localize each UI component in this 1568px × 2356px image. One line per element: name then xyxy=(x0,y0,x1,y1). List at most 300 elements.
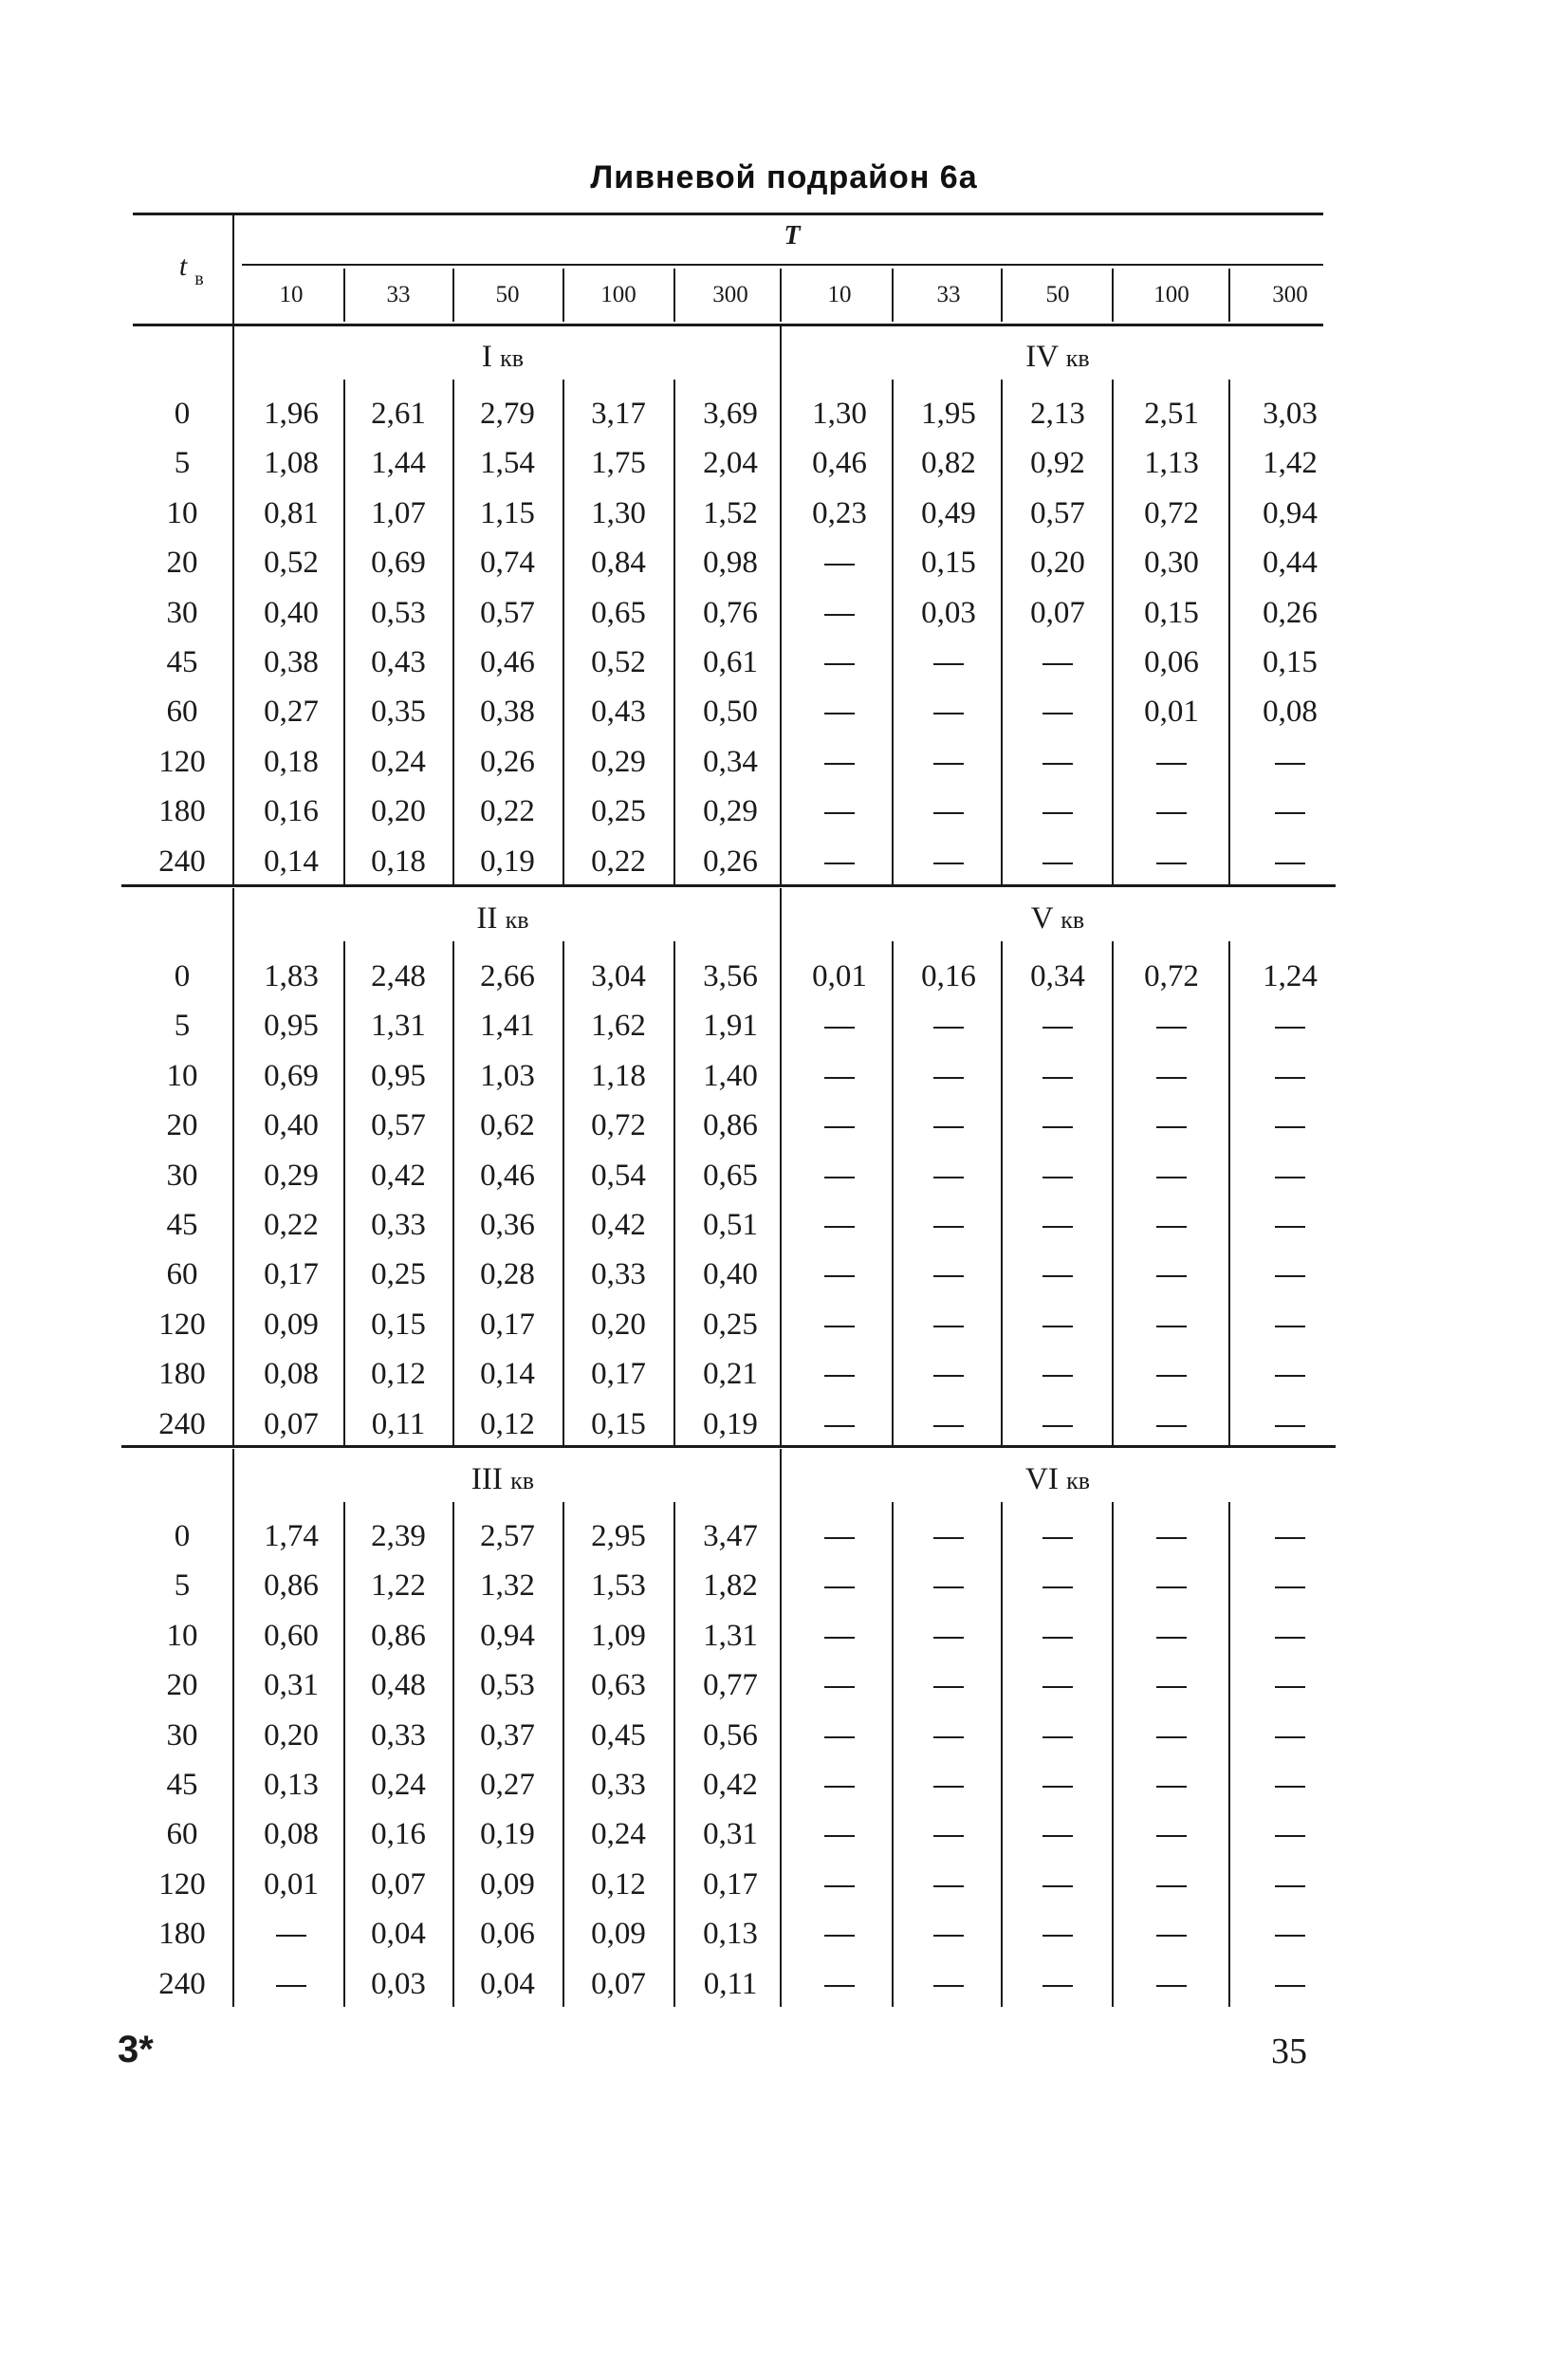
empty-dash xyxy=(1042,763,1073,765)
column-divider xyxy=(563,380,564,884)
empty-dash xyxy=(1042,863,1073,864)
section-right-unit: кв xyxy=(1061,906,1085,934)
empty-dash xyxy=(1042,1375,1073,1377)
empty-dash xyxy=(1156,1226,1187,1228)
header-col-divider xyxy=(1228,269,1230,322)
table-cell: 0,42 xyxy=(703,1768,758,1802)
table-cell: 3,17 xyxy=(591,397,646,431)
empty-dash xyxy=(1156,1027,1187,1029)
empty-dash xyxy=(1042,812,1073,814)
empty-dash xyxy=(1156,1177,1187,1178)
header-T-rule xyxy=(242,264,1323,266)
table-cell: 2,04 xyxy=(703,446,758,481)
empty-dash xyxy=(824,812,855,814)
table-cell: 0,11 xyxy=(703,1966,758,2001)
section-right-roman: VI xyxy=(1025,1462,1059,1496)
table-title: Ливневой подрайон 6а xyxy=(590,159,978,195)
table-cell: 0,22 xyxy=(264,1208,319,1242)
column-divider xyxy=(673,380,675,884)
table-cell: 0,06 xyxy=(480,1917,535,1952)
empty-dash xyxy=(1275,1885,1305,1887)
header-col-divider xyxy=(563,269,564,322)
table-cell: 0,92 xyxy=(1030,446,1085,481)
empty-dash xyxy=(1275,1935,1305,1937)
empty-dash xyxy=(1156,1637,1187,1639)
header-stub-divider xyxy=(232,214,234,324)
table-cell: 0,72 xyxy=(1144,959,1199,993)
table-cell: 0,13 xyxy=(264,1768,319,1802)
empty-dash xyxy=(1042,1226,1073,1228)
table-cell: 0,56 xyxy=(703,1717,758,1753)
empty-dash xyxy=(824,1326,855,1327)
table-cell: 0,20 xyxy=(1030,546,1085,581)
empty-dash xyxy=(933,1226,964,1228)
empty-dash xyxy=(933,1586,964,1588)
empty-dash xyxy=(1275,1686,1305,1688)
table-cell: 0,65 xyxy=(591,595,646,630)
table-cell: 0,09 xyxy=(480,1866,535,1901)
empty-dash xyxy=(1042,1985,1073,1987)
table-cell: 0,53 xyxy=(480,1668,535,1703)
table-cell: 0,72 xyxy=(591,1108,646,1143)
table-cell: 3,47 xyxy=(703,1519,758,1553)
table-cell: 0,33 xyxy=(371,1717,426,1753)
empty-dash xyxy=(824,1637,855,1639)
empty-dash xyxy=(1275,1537,1305,1539)
table-cell: 0,77 xyxy=(703,1668,758,1703)
table-cell: 1,74 xyxy=(264,1519,319,1553)
t-value-label: 10 xyxy=(166,1618,198,1653)
table-cell: 0,36 xyxy=(480,1208,535,1242)
table-cell: 0,17 xyxy=(591,1357,646,1392)
empty-dash xyxy=(933,1027,964,1029)
table-cell: 0,26 xyxy=(1263,595,1318,630)
table-cell: 0,26 xyxy=(480,744,535,779)
table-cell: 3,04 xyxy=(591,959,646,993)
empty-dash xyxy=(933,1275,964,1277)
section-right-unit: кв xyxy=(1066,1467,1090,1494)
table-cell: 0,14 xyxy=(264,844,319,879)
empty-dash xyxy=(824,1686,855,1688)
table-cell: 0,50 xyxy=(703,695,758,730)
table-cell: 0,45 xyxy=(591,1717,646,1753)
empty-dash xyxy=(933,1425,964,1427)
empty-dash xyxy=(1275,1835,1305,1837)
table-cell: 1,24 xyxy=(1263,959,1318,993)
table-cell: 0,25 xyxy=(703,1307,758,1342)
t-value-label: 240 xyxy=(158,844,206,879)
empty-dash xyxy=(933,1326,964,1327)
table-cell: 0,16 xyxy=(371,1817,426,1852)
t-value-label: 240 xyxy=(158,1406,206,1441)
empty-dash xyxy=(1156,1537,1187,1539)
table-cell: 0,34 xyxy=(703,744,758,779)
empty-dash xyxy=(1275,812,1305,814)
t-value-label: 0 xyxy=(174,397,191,431)
table-cell: 0,01 xyxy=(812,959,867,993)
table-cell: 0,07 xyxy=(591,1966,646,2001)
empty-dash xyxy=(1275,1375,1305,1377)
t-value-label: 120 xyxy=(158,1307,206,1342)
table-cell: 3,56 xyxy=(703,959,758,993)
empty-dash xyxy=(1042,1885,1073,1887)
empty-dash xyxy=(933,1686,964,1688)
t-value-label: 30 xyxy=(166,595,198,630)
table-cell: 0,74 xyxy=(480,546,535,581)
t-value-label: 120 xyxy=(158,744,206,779)
column-divider xyxy=(452,1502,454,2007)
table-cell: 0,15 xyxy=(1263,645,1318,679)
empty-dash xyxy=(824,1177,855,1178)
table-cell: 0,86 xyxy=(371,1618,426,1653)
empty-dash xyxy=(933,1537,964,1539)
empty-dash xyxy=(276,1935,306,1937)
column-divider xyxy=(1228,1502,1230,2007)
empty-dash xyxy=(933,1077,964,1079)
empty-dash xyxy=(1042,1637,1073,1639)
empty-dash xyxy=(1156,1885,1187,1887)
table-cell: 0,13 xyxy=(703,1917,758,1952)
t-value-label: 30 xyxy=(166,1158,198,1193)
empty-dash xyxy=(1275,1736,1305,1738)
table-cell: 3,03 xyxy=(1263,397,1318,431)
section-stub-divider xyxy=(232,1449,234,2007)
t-value-label: 45 xyxy=(166,1208,198,1242)
empty-dash xyxy=(1275,1177,1305,1178)
column-divider xyxy=(1001,941,1003,1447)
table-cell: 1,53 xyxy=(591,1568,646,1604)
empty-dash xyxy=(933,763,964,765)
table-cell: 0,09 xyxy=(264,1307,319,1342)
section-right-label xyxy=(963,903,1153,935)
column-divider xyxy=(1228,941,1230,1447)
table-cell: 1,52 xyxy=(703,495,758,530)
table-cell: 0,21 xyxy=(703,1357,758,1392)
empty-dash xyxy=(824,1885,855,1887)
column-divider xyxy=(1112,941,1114,1447)
table-cell: 0,94 xyxy=(480,1618,535,1653)
table-cell: 0,54 xyxy=(591,1158,646,1193)
header-col-divider xyxy=(1001,269,1003,322)
table-cell: 0,31 xyxy=(703,1817,758,1852)
table-cell: 1,07 xyxy=(371,495,426,530)
table-cell: 0,17 xyxy=(264,1257,319,1292)
empty-dash xyxy=(933,1736,964,1738)
table-cell: 2,95 xyxy=(591,1519,646,1553)
table-cell: 0,04 xyxy=(480,1966,535,2001)
table-cell: 0,46 xyxy=(480,645,535,679)
column-divider xyxy=(343,941,345,1447)
empty-dash xyxy=(1275,1126,1305,1128)
table-cell: 0,18 xyxy=(264,744,319,779)
column-divider xyxy=(1001,380,1003,884)
empty-dash xyxy=(1156,1935,1187,1937)
column-divider xyxy=(892,380,894,884)
column-divider xyxy=(1112,380,1114,884)
column-divider xyxy=(1001,1502,1003,2007)
section-separator-rule xyxy=(121,884,1336,887)
table-cell: 2,79 xyxy=(480,397,535,431)
header-col-divider xyxy=(1112,269,1114,322)
table-cell: 0,86 xyxy=(703,1108,758,1143)
t-value-label: 120 xyxy=(158,1866,206,1901)
t-value-label: 180 xyxy=(158,794,206,829)
table-cell: 0,44 xyxy=(1263,546,1318,581)
empty-dash xyxy=(1275,1985,1305,1987)
table-cell: 0,03 xyxy=(371,1966,426,2001)
table-cell: 0,15 xyxy=(591,1406,646,1441)
empty-dash xyxy=(824,1425,855,1427)
t-value-label: 60 xyxy=(166,695,198,730)
table-cell: 0,12 xyxy=(371,1357,426,1392)
table-cell: 0,69 xyxy=(264,1058,319,1093)
empty-dash xyxy=(1156,1077,1187,1079)
table-cell: 1,08 xyxy=(264,446,319,481)
table-cell: 0,34 xyxy=(1030,959,1085,993)
header-T-label: T xyxy=(784,221,801,250)
empty-dash xyxy=(1156,763,1187,765)
table-cell: 2,61 xyxy=(371,397,426,431)
table-cell: 0,72 xyxy=(1144,495,1199,530)
t-value-label: 60 xyxy=(166,1817,198,1852)
table-cell: 0,19 xyxy=(480,844,535,879)
table-cell: 0,22 xyxy=(591,844,646,879)
empty-dash xyxy=(824,1586,855,1588)
section-right-unit: кв xyxy=(1065,344,1090,372)
empty-dash xyxy=(1042,663,1073,665)
t-value-label: 20 xyxy=(166,1668,198,1703)
empty-dash xyxy=(933,1375,964,1377)
header-T-value: 300 xyxy=(1272,282,1308,307)
empty-dash xyxy=(824,1275,855,1277)
table-cell: 0,20 xyxy=(264,1717,319,1753)
row-label-sub: в xyxy=(194,269,204,289)
empty-dash xyxy=(824,1835,855,1837)
table-cell: 0,14 xyxy=(480,1357,535,1392)
table-cell: 0,07 xyxy=(1030,595,1085,630)
column-divider xyxy=(673,1502,675,2007)
table-cell: 0,42 xyxy=(591,1208,646,1242)
table-cell: 1,31 xyxy=(371,1009,426,1044)
section-left-roman: I xyxy=(481,340,492,374)
table-cell: 0,60 xyxy=(264,1618,319,1653)
table-cell: 2,66 xyxy=(480,959,535,993)
section-left-roman: III xyxy=(470,1462,503,1496)
empty-dash xyxy=(1156,1835,1187,1837)
table-cell: 1,13 xyxy=(1144,446,1199,481)
column-divider xyxy=(1228,380,1230,884)
empty-dash xyxy=(824,1226,855,1228)
table-cell: 0,15 xyxy=(371,1307,426,1342)
table-cell: 0,57 xyxy=(371,1108,426,1143)
empty-dash xyxy=(1042,713,1073,714)
table-cell: 0,42 xyxy=(371,1158,426,1193)
table-cell: 0,22 xyxy=(480,794,535,829)
t-value-label: 180 xyxy=(158,1917,206,1952)
column-divider xyxy=(892,941,894,1447)
table-cell: 0,23 xyxy=(812,495,867,530)
empty-dash xyxy=(1156,1786,1187,1788)
table-cell: 0,35 xyxy=(371,695,426,730)
table-cell: 0,17 xyxy=(703,1866,758,1901)
empty-dash xyxy=(824,663,855,665)
table-cell: 2,39 xyxy=(371,1519,426,1553)
empty-dash xyxy=(1042,1126,1073,1128)
empty-dash xyxy=(1275,1275,1305,1277)
t-value-label: 45 xyxy=(166,645,198,679)
column-divider xyxy=(563,1502,564,2007)
empty-dash xyxy=(933,713,964,714)
empty-dash xyxy=(824,1786,855,1788)
empty-dash xyxy=(933,1177,964,1178)
table-cell: 0,37 xyxy=(480,1717,535,1753)
table-cell: 0,19 xyxy=(703,1406,758,1441)
empty-dash xyxy=(1042,1736,1073,1738)
table-cell: 1,91 xyxy=(703,1009,758,1044)
table-cell: 0,98 xyxy=(703,546,758,581)
table-cell: 0,18 xyxy=(371,844,426,879)
header-T-value: 100 xyxy=(1153,282,1190,307)
table-cell: 0,57 xyxy=(1030,495,1085,530)
signature-mark: 3* xyxy=(118,2029,154,2070)
table-cell: 0,43 xyxy=(591,695,646,730)
table-cell: 1,95 xyxy=(921,397,976,431)
table-cell: 1,62 xyxy=(591,1009,646,1044)
table-cell: 1,30 xyxy=(591,495,646,530)
header-T-value: 33 xyxy=(386,282,411,307)
empty-dash xyxy=(1042,1786,1073,1788)
table-cell: 0,33 xyxy=(591,1768,646,1802)
column-divider xyxy=(673,941,675,1447)
empty-dash xyxy=(824,1935,855,1937)
table-cell: 0,46 xyxy=(812,446,867,481)
empty-dash xyxy=(1156,1425,1187,1427)
table-cell: 0,65 xyxy=(703,1158,758,1193)
table-cell: 0,40 xyxy=(703,1257,758,1292)
table-cell: 0,38 xyxy=(264,645,319,679)
header-col-divider xyxy=(780,269,782,322)
header-T-value: 33 xyxy=(936,282,961,307)
table-cell: 2,51 xyxy=(1144,397,1199,431)
section-right-label xyxy=(963,342,1153,373)
table-cell: 0,12 xyxy=(591,1866,646,1901)
table-cell: 2,13 xyxy=(1030,397,1085,431)
t-value-label: 180 xyxy=(158,1357,206,1392)
table-cell: 0,69 xyxy=(371,546,426,581)
empty-dash xyxy=(824,713,855,714)
table-cell: 0,48 xyxy=(371,1668,426,1703)
table-cell: 2,57 xyxy=(480,1519,535,1553)
table-cell: 0,25 xyxy=(591,794,646,829)
table-cell: 1,32 xyxy=(480,1568,535,1604)
table-cell: 0,11 xyxy=(371,1406,426,1441)
header-T-value: 50 xyxy=(1045,282,1070,307)
empty-dash xyxy=(1042,1275,1073,1277)
table-cell: 1,40 xyxy=(703,1058,758,1093)
table-cell: 1,82 xyxy=(703,1568,758,1604)
empty-dash xyxy=(824,863,855,864)
section-right-roman: IV xyxy=(1025,340,1059,374)
empty-dash xyxy=(1042,1326,1073,1327)
table-cell: 2,48 xyxy=(371,959,426,993)
empty-dash xyxy=(1156,1586,1187,1588)
table-cell: 0,52 xyxy=(591,645,646,679)
t-value-label: 0 xyxy=(174,1519,191,1553)
header-T-value: 100 xyxy=(600,282,636,307)
table-cell: 0,29 xyxy=(703,794,758,829)
table-cell: 1,03 xyxy=(480,1058,535,1093)
column-divider xyxy=(343,380,345,884)
empty-dash xyxy=(933,1637,964,1639)
table-cell: 0,49 xyxy=(921,495,976,530)
table-cell: 0,08 xyxy=(264,1357,319,1392)
empty-dash xyxy=(1275,1226,1305,1228)
table-cell: 0,31 xyxy=(264,1668,319,1703)
empty-dash xyxy=(1275,1786,1305,1788)
header-col-divider xyxy=(673,269,675,322)
empty-dash xyxy=(1042,1077,1073,1079)
empty-dash xyxy=(824,763,855,765)
empty-dash xyxy=(824,1027,855,1029)
header-bottom-rule xyxy=(133,324,1323,326)
table-cell: 0,63 xyxy=(591,1668,646,1703)
empty-dash xyxy=(1275,1586,1305,1588)
empty-dash xyxy=(1042,1027,1073,1029)
empty-dash xyxy=(933,863,964,864)
table-cell: 1,41 xyxy=(480,1009,535,1044)
table-cell: 0,84 xyxy=(591,546,646,581)
table-cell: 0,33 xyxy=(371,1208,426,1242)
empty-dash xyxy=(933,1935,964,1937)
table-cell: 0,26 xyxy=(703,844,758,879)
empty-dash xyxy=(1156,863,1187,864)
section-stub-divider xyxy=(232,888,234,1447)
empty-dash xyxy=(1156,1375,1187,1377)
section-left-unit: кв xyxy=(505,906,529,934)
table-cell: 0,29 xyxy=(264,1158,319,1193)
empty-dash xyxy=(1156,812,1187,814)
table-cell: 0,01 xyxy=(264,1866,319,1901)
t-value-label: 30 xyxy=(166,1717,198,1753)
column-divider xyxy=(563,941,564,1447)
table-cell: 0,12 xyxy=(480,1406,535,1441)
table-cell: 0,16 xyxy=(264,794,319,829)
table-cell: 1,75 xyxy=(591,446,646,481)
empty-dash xyxy=(933,812,964,814)
table-cell: 0,40 xyxy=(264,595,319,630)
t-value-label: 240 xyxy=(158,1966,206,2001)
empty-dash xyxy=(1275,1637,1305,1639)
section-separator-rule xyxy=(121,1445,1336,1448)
section-left-roman: II xyxy=(476,901,498,936)
table-cell: 0,82 xyxy=(921,446,976,481)
table-cell: 0,62 xyxy=(480,1108,535,1143)
table-cell: 0,15 xyxy=(921,546,976,581)
table-cell: 0,03 xyxy=(921,595,976,630)
table-cell: 0,16 xyxy=(921,959,976,993)
table-cell: 0,86 xyxy=(264,1568,319,1604)
table-cell: 1,31 xyxy=(703,1618,758,1653)
table-cell: 0,94 xyxy=(1263,495,1318,530)
page-number: 35 xyxy=(1271,2031,1307,2071)
empty-dash xyxy=(1042,1537,1073,1539)
table-cell: 0,24 xyxy=(371,1768,426,1802)
header-col-divider xyxy=(343,269,345,322)
empty-dash xyxy=(1275,763,1305,765)
empty-dash xyxy=(824,1375,855,1377)
table-cell: 0,20 xyxy=(371,794,426,829)
empty-dash xyxy=(1275,1027,1305,1029)
